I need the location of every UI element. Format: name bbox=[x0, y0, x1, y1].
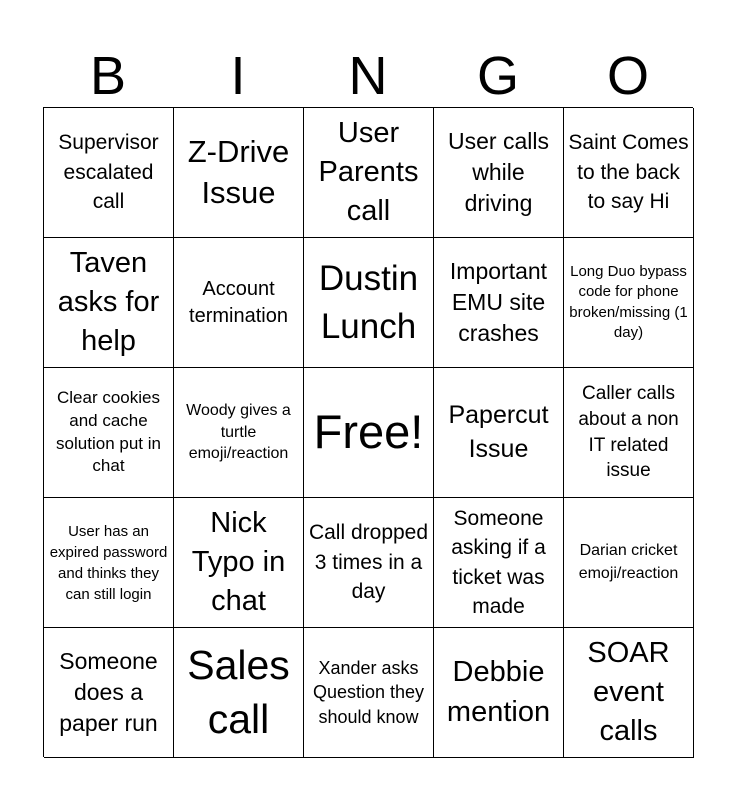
bingo-cell[interactable] bbox=[304, 238, 434, 368]
bingo-cell-text: Call dropped 3 times in a day bbox=[308, 521, 429, 604]
bingo-cell-text: User has an expired password and thinks they can still login bbox=[49, 522, 168, 603]
bingo-cell-text: Clear cookies and cache solution put in chat bbox=[56, 387, 161, 476]
bingo-cell[interactable] bbox=[434, 238, 564, 368]
bingo-cell[interactable] bbox=[564, 108, 694, 238]
bingo-cell-text: Woody gives a turtle emoji/reaction bbox=[186, 402, 291, 463]
bingo-cell[interactable] bbox=[174, 628, 304, 758]
bingo-cell-text: Account termination bbox=[189, 277, 288, 327]
bingo-cell[interactable] bbox=[44, 628, 174, 758]
bingo-cell-text: Supervisor escalated call bbox=[58, 131, 159, 214]
bingo-cell[interactable] bbox=[174, 238, 304, 368]
bingo-cell-text: Z-Drive Issue bbox=[187, 134, 290, 210]
bingo-cell[interactable] bbox=[434, 628, 564, 758]
bingo-cell[interactable] bbox=[564, 368, 694, 498]
bingo-cell-text: Long Duo bypass code for phone broken/missing (1 day) bbox=[569, 263, 688, 341]
bingo-cell-text: Someone does a paper run bbox=[59, 647, 158, 737]
bingo-cell[interactable] bbox=[44, 498, 174, 628]
bingo-cell[interactable] bbox=[44, 368, 174, 498]
header-letter-g: G bbox=[476, 46, 519, 106]
bingo-cell-text: Sales call bbox=[187, 642, 290, 742]
bingo-cell-text: Free! bbox=[313, 405, 424, 459]
bingo-cell-text: Papercut Issue bbox=[448, 400, 549, 463]
bingo-cell-text: Dustin Lunch bbox=[318, 259, 419, 346]
bingo-cell[interactable] bbox=[434, 108, 564, 238]
header-letter-o: O bbox=[606, 46, 649, 106]
bingo-cell-text: Taven asks for help bbox=[57, 246, 160, 358]
bingo-board bbox=[43, 107, 693, 757]
bingo-cell[interactable] bbox=[44, 238, 174, 368]
bingo-cell[interactable] bbox=[174, 108, 304, 238]
header-letter-b: B bbox=[89, 46, 127, 106]
bingo-cell[interactable] bbox=[304, 368, 434, 498]
header-letter-i: I bbox=[230, 46, 246, 106]
bingo-cell-text: Someone asking if a ticket was made bbox=[451, 506, 546, 618]
bingo-cell[interactable] bbox=[174, 498, 304, 628]
bingo-cell-text: User Parents call bbox=[318, 116, 419, 228]
bingo-cell-text: Debbie mention bbox=[446, 656, 551, 728]
bingo-cell[interactable] bbox=[434, 498, 564, 628]
bingo-cell[interactable] bbox=[304, 628, 434, 758]
bingo-cell[interactable] bbox=[434, 368, 564, 498]
bingo-cell[interactable] bbox=[174, 368, 304, 498]
bingo-cell[interactable] bbox=[564, 628, 694, 758]
bingo-cell-text: Important EMU site crashes bbox=[449, 257, 548, 347]
bingo-cell-text: SOAR event calls bbox=[587, 636, 670, 748]
bingo-cell[interactable] bbox=[44, 108, 174, 238]
bingo-cell[interactable] bbox=[304, 108, 434, 238]
bingo-cell-text: Saint Comes to the back to say Hi bbox=[568, 131, 689, 214]
bingo-cell-text: Nick Typo in chat bbox=[191, 506, 286, 618]
bingo-cell[interactable] bbox=[564, 498, 694, 628]
header-letter-n: N bbox=[348, 46, 388, 106]
bingo-cell[interactable] bbox=[564, 238, 694, 368]
bingo-cell-text: Darian cricket emoji/reaction bbox=[578, 542, 679, 582]
bingo-cell-text: Xander asks Question they should know bbox=[312, 658, 425, 727]
bingo-cell-text: Caller calls about a non IT related issue bbox=[578, 383, 679, 482]
bingo-cell[interactable] bbox=[304, 498, 434, 628]
bingo-cell-text: User calls while driving bbox=[448, 127, 549, 217]
bingo-header bbox=[43, 44, 693, 108]
